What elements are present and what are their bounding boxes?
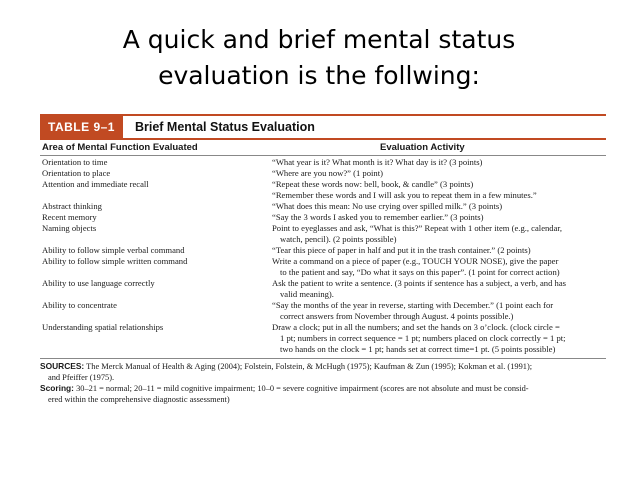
area-cell: Ability to concentrate — [42, 300, 117, 310]
table-row — [40, 190, 606, 201]
area-cell: Ability to use language correctly — [42, 278, 155, 288]
table-row — [40, 212, 606, 223]
area-cell: Orientation to time — [42, 157, 108, 167]
table-row — [40, 245, 606, 256]
activity-line: Point to eyeglasses and ask, “What is this?” Repeat with 1 other item (e.g., calendar, — [272, 223, 563, 233]
table-row — [40, 201, 606, 212]
activity-line: “Repeat these words now: bell, book, & candle” (3 points) — [272, 179, 474, 189]
table-row — [40, 223, 606, 245]
activity-line: “What does this mean: No use crying over spilled milk.” (3 points) — [272, 201, 503, 211]
activity-line: correct answers from November through August. 4 points possible.) — [280, 311, 514, 321]
activity-cell — [272, 256, 606, 278]
scoring-label: Scoring: — [40, 383, 74, 393]
table-row — [40, 322, 606, 355]
area-cell: Attention and immediate recall — [42, 179, 149, 189]
activity-line: valid meaning). — [280, 289, 334, 299]
mental-status-table — [40, 114, 606, 405]
activity-cell — [272, 157, 606, 168]
table-footer — [40, 358, 606, 405]
activity-line: 1 pt; numbers in correct sequence = 1 pt; numbers placed on clock correctly = 1 pt; — [280, 333, 566, 343]
activity-line: Ask the patient to write a sentence. (3 points if sentence has a subject, a verb, and has — [272, 278, 567, 288]
slide-title — [0, 22, 638, 94]
table-number-label: TABLE 9–1 — [40, 116, 123, 138]
slide-title-line-1: A quick and brief mental status — [122, 25, 516, 54]
sources-line-1 — [40, 361, 606, 373]
slide-title-line-2: evaluation is the follwing: — [158, 61, 480, 90]
activity-cell — [272, 168, 606, 179]
table-body — [40, 157, 606, 355]
table-row — [40, 256, 606, 278]
table-row — [40, 278, 606, 300]
area-cell: Naming objects — [42, 223, 97, 233]
area-cell: Ability to follow simple verbal command — [42, 245, 185, 255]
table-row — [40, 168, 606, 179]
column-headers — [40, 141, 606, 156]
activity-line: Write a command on a piece of paper (e.g., TOUCH YOUR NOSE), give the paper — [272, 256, 559, 266]
activity-line: Draw a clock; put in all the numbers; and set the hands on 3 o’clock. (clock circle = — [272, 322, 560, 332]
table-row — [40, 157, 606, 168]
table-row — [40, 179, 606, 190]
activity-line: two hands on the clock = 1 pt; hands set at correct time=1 pt. (5 points possible) — [280, 344, 556, 354]
activity-line: “Remember these words and I will ask you to repeat them in a few minutes.” — [272, 190, 537, 200]
activity-cell — [272, 278, 606, 300]
scoring-line-1 — [40, 383, 606, 395]
activity-line: watch, pencil). (2 points possible) — [280, 234, 397, 244]
activity-line: “Say the 3 words I asked you to remember earlier.” (3 points) — [272, 212, 484, 222]
table-title: Brief Mental Status Evaluation — [134, 120, 315, 134]
activity-cell — [272, 212, 606, 223]
activity-cell — [272, 201, 606, 212]
area-cell: Understanding spatial relationships — [42, 322, 164, 332]
table-row — [40, 300, 606, 322]
area-cell — [40, 190, 272, 201]
area-cell: Recent memory — [42, 212, 97, 222]
column-header-area: Area of Mental Function Evaluated — [42, 142, 198, 153]
activity-cell — [272, 300, 606, 322]
sources-line-2: and Pfeiffer (1975). — [48, 372, 115, 382]
area-cell: Orientation to place — [42, 168, 111, 178]
area-cell: Ability to follow simple written command — [42, 256, 188, 266]
activity-cell — [272, 179, 606, 190]
activity-line: “What year is it? What month is it? What day is it? (3 points) — [272, 157, 483, 167]
activity-line: to the patient and say, “Do what it says on this paper”. (1 point for correct action) — [280, 267, 560, 277]
activity-cell — [272, 245, 606, 256]
activity-cell — [272, 223, 606, 245]
scoring-line-2: ered within the comprehensive diagnostic assessment) — [48, 394, 230, 404]
sources-text-1: The Merck Manual of Health & Aging (2004); Folstein, Folstein, & McHugh (1975); Kaufman & Zun (1995); Kokman et al. (1991); — [86, 362, 533, 371]
column-header-activity: Evaluation Activity — [380, 142, 465, 153]
activity-line: “Say the months of the year in reverse, starting with December.” (1 point each for — [272, 300, 554, 310]
activity-cell — [272, 322, 606, 355]
activity-cell — [272, 190, 606, 201]
activity-line: “Tear this piece of paper in half and put it in the trash container.” (2 points) — [272, 245, 531, 255]
scoring-text-1: 30–21 = normal; 20–11 = mild cognitive impairment; 10–0 = severe cognitive impairment (scores are not absolute and must be consid- — [76, 384, 529, 393]
area-cell: Abstract thinking — [42, 201, 102, 211]
activity-line: “Where are you now?” (1 point) — [272, 168, 383, 178]
sources-label: SOURCES: — [40, 361, 85, 371]
table-header-bar — [40, 114, 606, 140]
